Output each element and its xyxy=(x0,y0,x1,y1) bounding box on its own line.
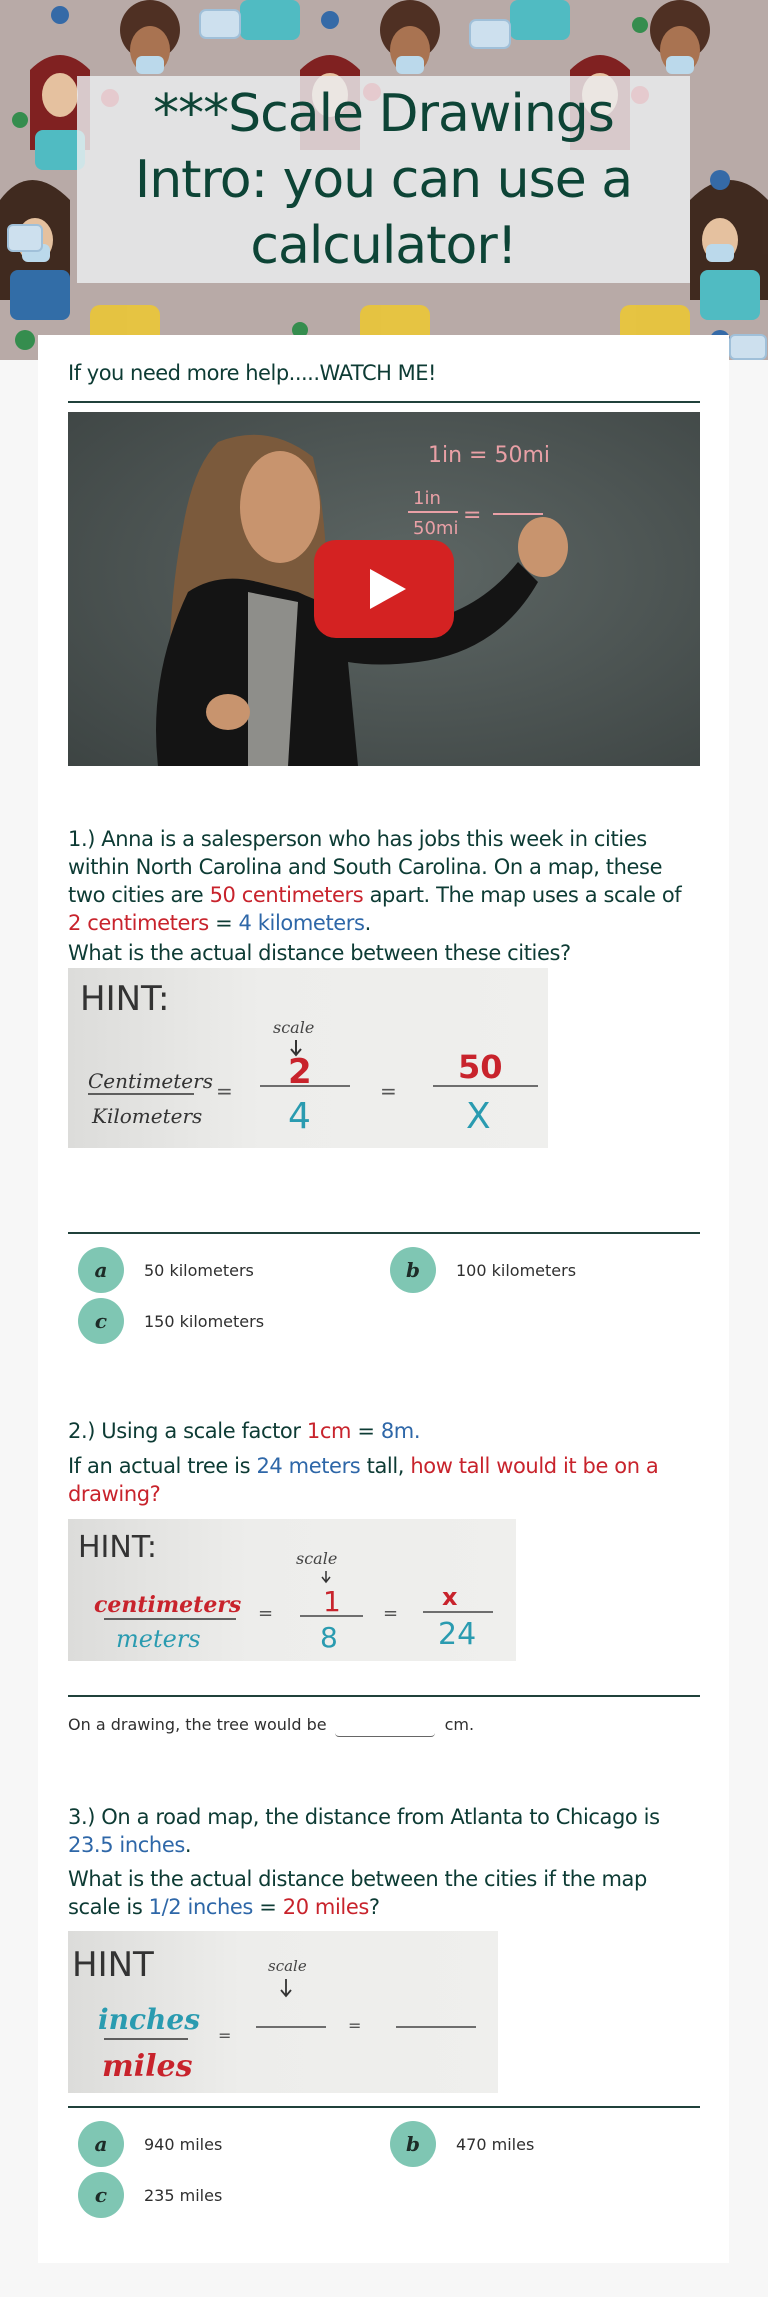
hint-image-1 xyxy=(68,968,548,1148)
help-video[interactable] xyxy=(68,412,700,766)
option-letter-badge: b xyxy=(390,2121,436,2167)
help-heading: If you need more help.....WATCH ME! xyxy=(68,361,436,385)
option-label: 100 kilometers xyxy=(456,1260,577,1280)
svg-text:scale: scale xyxy=(296,1549,338,1568)
option-b[interactable] xyxy=(390,1247,576,1293)
svg-text:scale: scale xyxy=(268,1957,307,1975)
option-letter-badge: c xyxy=(78,1298,124,1344)
answer-input[interactable] xyxy=(335,1711,435,1737)
worksheet-card xyxy=(38,335,729,2263)
svg-text:=: = xyxy=(383,1603,399,1624)
svg-text:4: 4 xyxy=(288,1096,311,1137)
option-label: 470 miles xyxy=(456,2134,535,2154)
question-1-prompt: What is the actual distance between these cities? xyxy=(68,941,571,965)
svg-text:HINT: HINT xyxy=(72,1945,154,1985)
svg-text:=: = xyxy=(218,2026,232,2045)
hint-image-3 xyxy=(68,1931,498,2093)
option-a[interactable] xyxy=(78,1247,254,1293)
svg-text:2: 2 xyxy=(288,1052,312,1092)
option-label: 235 miles xyxy=(144,2185,223,2205)
option-letter-badge: a xyxy=(78,2121,124,2167)
svg-text:miles: miles xyxy=(102,2049,193,2084)
svg-text:=: = xyxy=(258,1603,274,1624)
svg-text:scale: scale xyxy=(273,1018,315,1037)
svg-text:meters: meters xyxy=(116,1625,201,1653)
svg-text:X: X xyxy=(466,1096,491,1137)
svg-text:=: = xyxy=(348,2016,362,2035)
svg-text:x: x xyxy=(442,1583,458,1611)
page-title: ***Scale Drawings Intro: you can use a calculator! xyxy=(134,83,633,276)
svg-text:inches: inches xyxy=(98,2003,200,2036)
board-text: 1in = 50mi xyxy=(428,443,551,468)
option-letter-badge: a xyxy=(78,1247,124,1293)
option-c[interactable] xyxy=(78,1298,264,1344)
svg-text:=: = xyxy=(216,1079,233,1103)
svg-text:1in: 1in xyxy=(413,488,441,509)
option-letter-badge: b xyxy=(390,1247,436,1293)
header-banner xyxy=(0,0,768,360)
divider xyxy=(68,401,700,403)
hint-image-2 xyxy=(68,1519,516,1661)
fill-suffix: cm. xyxy=(444,1714,475,1734)
svg-text:centimeters: centimeters xyxy=(94,1592,242,1618)
svg-text:Kilometers: Kilometers xyxy=(92,1104,203,1128)
option-label: 940 miles xyxy=(144,2134,223,2154)
svg-text:50: 50 xyxy=(458,1048,503,1086)
question-2-prompt: If an actual tree is 24 meters tall, how tall would it be on a drawing? xyxy=(68,1454,659,1506)
divider xyxy=(68,2106,700,2108)
option-a[interactable] xyxy=(78,2121,222,2167)
option-b[interactable] xyxy=(390,2121,534,2167)
divider xyxy=(68,1232,700,1234)
question-2-text: 2.) Using a scale factor 1cm = 8m. xyxy=(68,1419,421,1443)
title-box xyxy=(77,76,690,283)
svg-text:24: 24 xyxy=(438,1617,477,1652)
question-2-answer-line xyxy=(68,1708,700,1740)
svg-text:Centimeters: Centimeters xyxy=(88,1069,213,1093)
svg-text:50mi: 50mi xyxy=(413,518,459,539)
question-1-options xyxy=(78,1247,698,1347)
option-letter-badge: c xyxy=(78,2172,124,2218)
svg-text:=: = xyxy=(463,503,482,528)
divider xyxy=(68,1695,700,1697)
youtube-play-icon[interactable] xyxy=(314,540,454,638)
question-1-text: 1.) Anna is a salesperson who has jobs this week in cities within North Carolina and South Carolina. On a map, these two cities are 50 centimeters apart. The map uses a scale of 2 centimeters = 4 kilometers. xyxy=(68,827,682,935)
svg-text:HINT:: HINT: xyxy=(80,979,170,1019)
question-3-prompt: What is the actual distance between the cities if the map scale is 1/2 inches = 20 miles? xyxy=(68,1867,647,1919)
question-3-options xyxy=(78,2121,698,2221)
option-label: 50 kilometers xyxy=(144,1260,254,1280)
svg-text:8: 8 xyxy=(320,1621,338,1654)
fill-prefix: On a drawing, the tree would be xyxy=(68,1714,327,1734)
question-3-text: 3.) On a road map, the distance from Atlanta to Chicago is 23.5 inches. xyxy=(68,1805,660,1857)
svg-text:=: = xyxy=(380,1079,397,1103)
svg-text:HINT:: HINT: xyxy=(78,1530,157,1565)
option-label: 150 kilometers xyxy=(144,1311,265,1331)
svg-text:1: 1 xyxy=(323,1585,341,1618)
option-c[interactable] xyxy=(78,2172,222,2218)
